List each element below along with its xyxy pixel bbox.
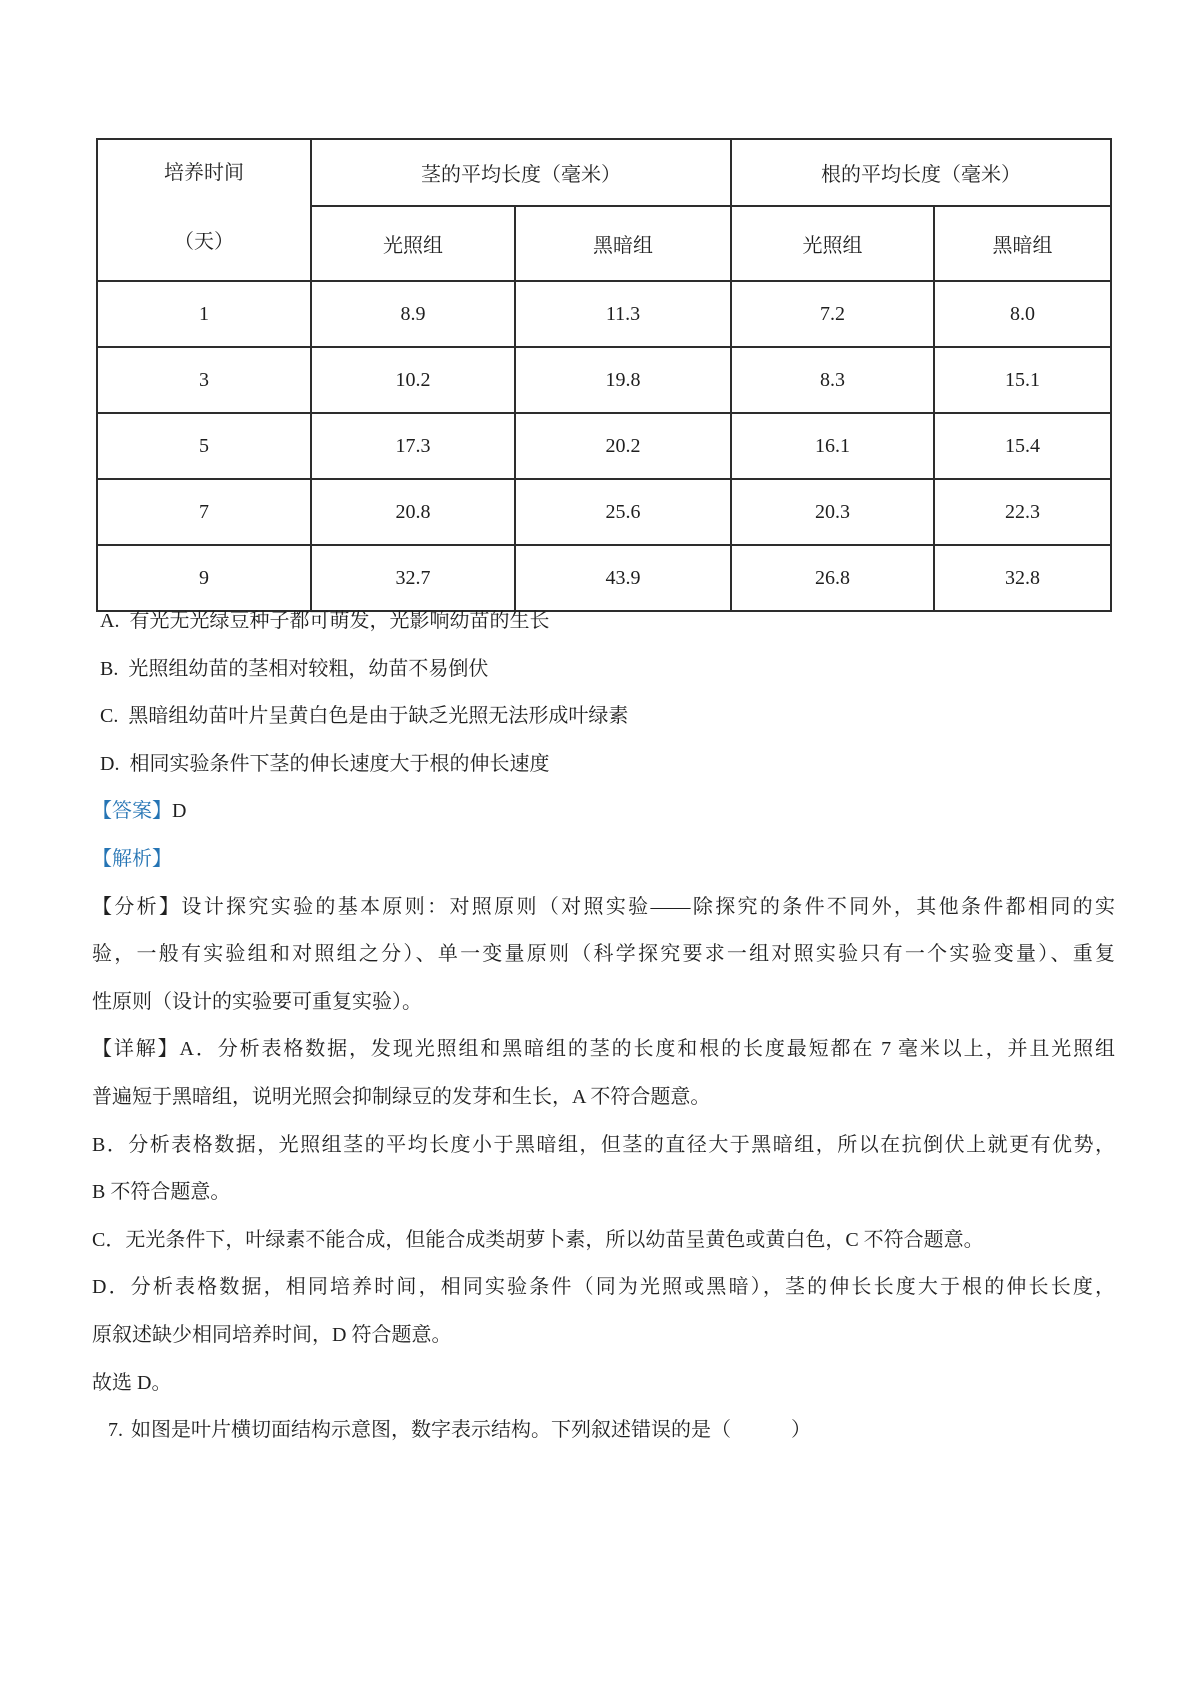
cell-stem-light: 10.2 xyxy=(311,347,515,413)
option-c xyxy=(92,693,1115,741)
cell-day: 7 xyxy=(97,479,311,545)
cell-stem-dark: 20.2 xyxy=(515,413,731,479)
option-b xyxy=(92,646,1115,694)
subheader-root-dark-group: 黑暗组 xyxy=(934,206,1111,281)
option-b-text: 光照组幼苗的茎相对较粗，幼苗不易倒伏 xyxy=(128,657,489,680)
option-c-text: 黑暗组幼苗叶片呈黄白色是由于缺乏光照无法形成叶绿素 xyxy=(128,705,629,728)
cell-root-dark: 8.0 xyxy=(934,281,1111,347)
cell-root-light: 20.3 xyxy=(731,479,934,545)
question-text-block xyxy=(92,598,1115,1455)
table-row xyxy=(97,281,1111,347)
cell-stem-light: 20.8 xyxy=(311,479,515,545)
cell-day: 9 xyxy=(97,545,311,611)
explanation-line: 性原则（设计的实验要可重复实验）。 xyxy=(92,990,422,1013)
header-culture-time xyxy=(97,139,311,281)
header-root-avg-length: 根的平均长度（毫米） xyxy=(731,139,1111,206)
next-question-line xyxy=(92,1407,1115,1455)
cell-stem-light: 8.9 xyxy=(311,281,515,347)
option-b-label: B. xyxy=(100,657,119,680)
cell-root-light: 16.1 xyxy=(731,413,934,479)
explanation-line: 【详解】A．分析表格数据，发现光照组和黑暗组的茎的长度和根的长度最短都在 7 毫米以上，并且光照组 xyxy=(92,1038,1115,1061)
cell-root-dark: 32.8 xyxy=(934,545,1111,611)
cell-stem-dark: 43.9 xyxy=(515,545,731,611)
table-row xyxy=(97,347,1111,413)
next-question-text: 如图是叶片横切面结构示意图，数字表示结构。下列叙述错误的是（ ） xyxy=(131,1419,811,1442)
option-a xyxy=(92,598,1115,646)
table-row xyxy=(97,479,1111,545)
header-culture-time-line2: （天） xyxy=(174,231,234,253)
cell-root-dark: 15.4 xyxy=(934,413,1111,479)
option-d-text: 相同实验条件下茎的伸长速度大于根的伸长速度 xyxy=(129,752,550,775)
explanation-line: B．分析表格数据，光照组茎的平均长度小于黑暗组，但茎的直径大于黑暗组，所以在抗倒伏上就更有优势， xyxy=(92,1133,1115,1156)
growth-table-container xyxy=(96,138,1110,612)
explanation-line: 验，一般有实验组和对照组之分）、单一变量原则（科学探究要求一组对照实验只有一个实验变量）、重复 xyxy=(92,943,1115,966)
subheader-stem-light-group: 光照组 xyxy=(311,206,515,281)
cell-stem-light: 32.7 xyxy=(311,545,515,611)
cell-root-light: 8.3 xyxy=(731,347,934,413)
answer-tag: 【答案】 xyxy=(92,800,172,823)
option-a-text: 有光无光绿豆种子都可萌发，光影响幼苗的生长 xyxy=(129,610,550,632)
cell-root-dark: 15.1 xyxy=(934,347,1111,413)
conclusion-line: 故选 D。 xyxy=(92,1371,172,1394)
cell-root-dark: 22.3 xyxy=(934,479,1111,545)
cell-stem-dark: 25.6 xyxy=(515,479,731,545)
cell-day: 5 xyxy=(97,413,311,479)
cell-stem-dark: 11.3 xyxy=(515,281,731,347)
analysis-line xyxy=(92,836,1115,884)
explanation-line: 【分析】设计探究实验的基本原则：对照原则（对照实验——除探究的条件不同外，其他条件都相同的实 xyxy=(92,895,1115,918)
growth-data-table xyxy=(96,138,1112,612)
cell-stem-light: 17.3 xyxy=(311,413,515,479)
cell-day: 1 xyxy=(97,281,311,347)
option-a-label: A. xyxy=(100,610,120,632)
cell-root-light: 26.8 xyxy=(731,545,934,611)
explanation-line: 原叙述缺少相同培养时间，D 符合题意。 xyxy=(92,1323,452,1346)
subheader-root-light-group: 光照组 xyxy=(731,206,934,281)
header-stem-avg-length: 茎的平均长度（毫米） xyxy=(311,139,731,206)
header-culture-time-line1: 培养时间 xyxy=(164,162,244,184)
cell-stem-dark: 19.8 xyxy=(515,347,731,413)
table-row xyxy=(97,413,1111,479)
explanation-line: 普遍短于黑暗组，说明光照会抑制绿豆的发芽和生长，A 不符合题意。 xyxy=(92,1085,711,1108)
next-question-number: 7. xyxy=(108,1419,123,1442)
explanation-line: D．分析表格数据，相同培养时间，相同实验条件（同为光照或黑暗），茎的伸长长度大于根的伸长长度， xyxy=(92,1276,1115,1299)
answer-line xyxy=(92,788,1115,836)
explanation-line: B 不符合题意。 xyxy=(92,1181,231,1204)
option-d-label: D. xyxy=(100,752,120,775)
cell-root-light: 7.2 xyxy=(731,281,934,347)
option-c-label: C. xyxy=(100,705,119,728)
analysis-tag: 【解析】 xyxy=(92,847,172,870)
option-d xyxy=(92,741,1115,789)
subheader-stem-dark-group: 黑暗组 xyxy=(515,206,731,281)
answer-value: D xyxy=(172,800,187,823)
cell-day: 3 xyxy=(97,347,311,413)
explanation-line: C．无光条件下，叶绿素不能合成，但能合成类胡萝卜素，所以幼苗呈黄色或黄白色，C 不符合题意。 xyxy=(92,1228,984,1251)
